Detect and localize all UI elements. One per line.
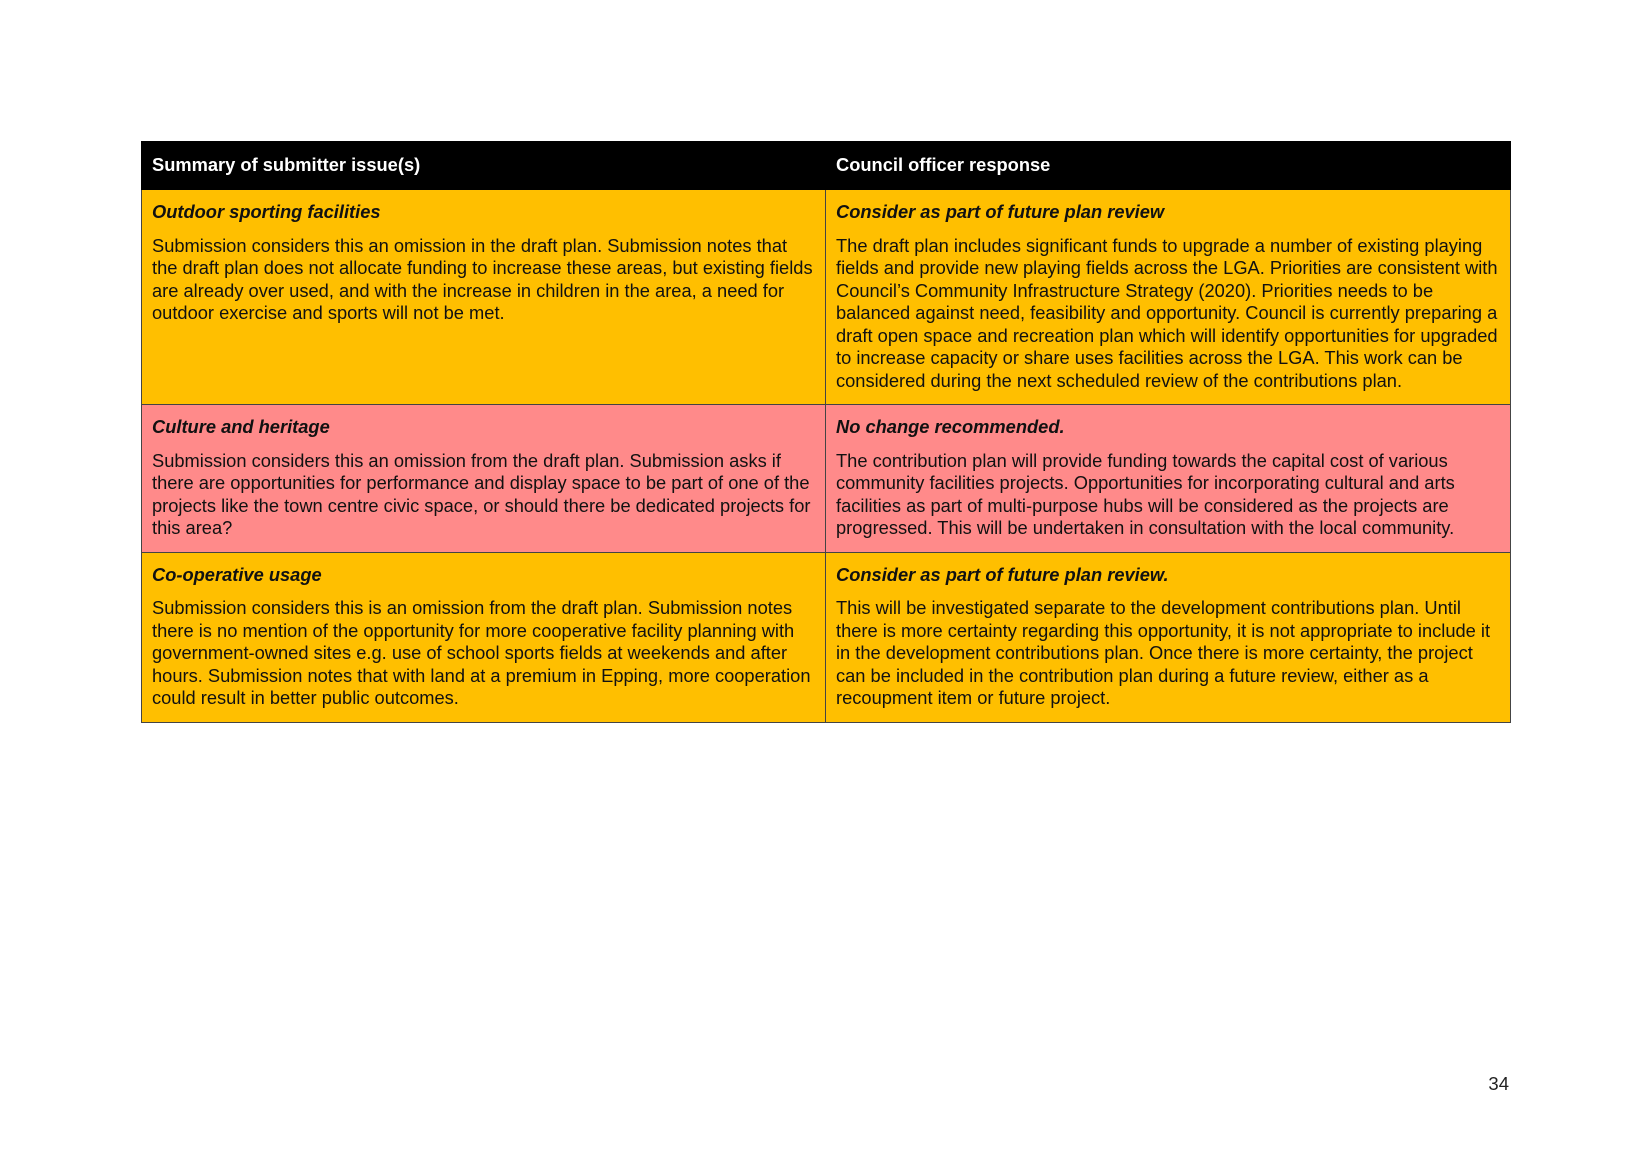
response-text: The contribution plan will provide funding towards the capital cost of various community facilities projects. Opportunities for incorporating cultural and arts facilities as part of multi-purpose hubs will be considered as the projects are progressed. This will be undertaken in consultation with the local community. bbox=[836, 449, 1455, 538]
response-heading: Consider as part of future plan review. bbox=[836, 563, 1169, 585]
table-row bbox=[142, 405, 1511, 553]
issue-cell bbox=[142, 190, 826, 405]
issue-cell bbox=[142, 552, 826, 722]
issue-text: Submission considers this is an omission from the draft plan. Submission notes there is no mention of the opportunity for more cooperative facility planning with government-owned sites e.g. use of school sports fields at weekends and after hours. Submission notes that with land at a premium in Epping, more cooperation could result in better public outcomes. bbox=[152, 597, 811, 708]
header-issue: Summary of submitter issue(s) bbox=[142, 142, 826, 190]
submissions-table bbox=[141, 141, 1511, 723]
header-response: Council officer response bbox=[826, 142, 1511, 190]
response-cell bbox=[826, 405, 1511, 553]
table-row bbox=[142, 190, 1511, 405]
response-heading: Consider as part of future plan review bbox=[836, 201, 1165, 222]
response-heading: No change recommended. bbox=[836, 416, 1065, 437]
response-text: The draft plan includes significant funds to upgrade a number of existing playing fields and provide new playing fields across the LGA. Priorities are consistent with Council’s Community Infrastructure Strategy (2020). Priorities needs to be balanced against need, feasibility and opportunity. Council is currently preparing a draft open space and recreation plan which will identify opportunities for upgraded to increase capacity or share uses facilities across the LGA. This work can be considered during the next scheduled review of the contributions plan. bbox=[836, 234, 1498, 391]
issue-heading: Outdoor sporting facilities bbox=[152, 201, 381, 222]
response-text: This will be investigated separate to the development contributions plan. Until there is more certainty regarding this opportunity, it is not appropriate to include it in the development contributions plan. Once there is more certainty, the project can be included in the contribution plan during a future review, either as a recoupment item or future project. bbox=[836, 597, 1491, 708]
issue-text: Submission considers this an omission in the draft plan. Submission notes that the draft plan does not allocate funding to increase these areas, but existing fields are already over used, and with the increase in children in the area, a need for outdoor exercise and sports will not be met. bbox=[152, 234, 813, 323]
response-cell bbox=[826, 190, 1511, 405]
page-number: 34 bbox=[1488, 1073, 1509, 1094]
issue-text: Submission considers this an omission from the draft plan. Submission asks if there are opportunities for performance and display space to be part of one of the projects like the town centre civic space, or should there be dedicated projects for this area? bbox=[152, 449, 811, 538]
issue-cell bbox=[142, 405, 826, 553]
response-cell bbox=[826, 552, 1511, 722]
issue-heading: Co-operative usage bbox=[152, 563, 322, 585]
table-row bbox=[142, 552, 1511, 722]
issue-heading: Culture and heritage bbox=[152, 416, 330, 437]
table-header-row bbox=[142, 142, 1511, 190]
